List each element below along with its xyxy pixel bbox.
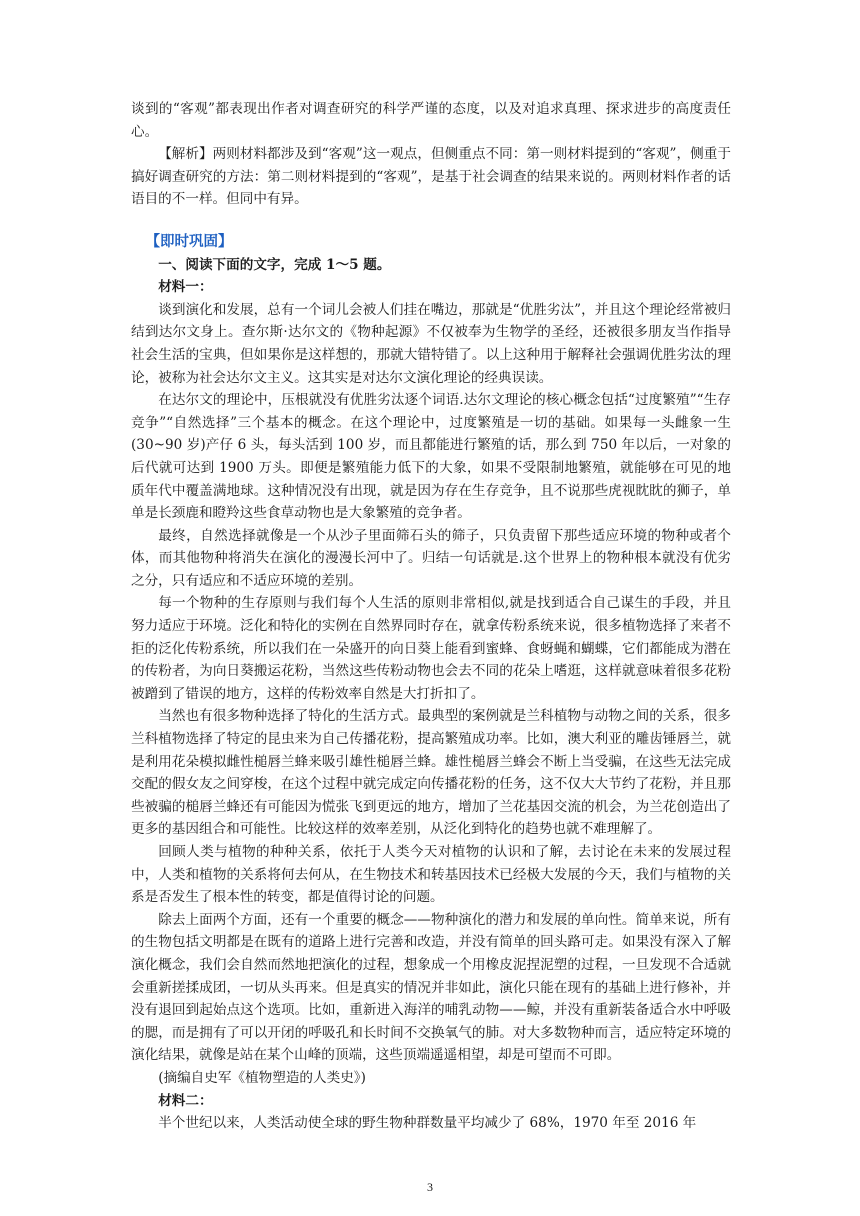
- material-one-paragraph: 当然也有很多物种选择了特化的生活方式。最典型的案例就是兰科植物与动物之间的关系，很多兰科植物选择了特定的昆虫来为自己传播花粉，提高繁殖成功率。比如，澳大利亚的雕齿锤唇兰，就是利用花朵模拟雌性槌唇兰蜂来吸引雄性槌唇兰蜂。雄性槌唇兰蜂会不断上当受骗，在这些无法完成交配的假女友之间穿梭，在这个过程中就完成定向传播花粉的任务，这不仅大大节约了花粉，并且那些被骗的槌唇兰蜂还有可能因为慌张飞到更远的地方，增加了兰花基因交流的机会，为兰花创造出了更多的基因组合和可能性。比较这样的效率差别，从泛化到特化的趋势也就不难理解了。: [131, 708, 731, 838]
- material-one-paragraph: 回顾人类与植物的种种关系，依托于人类今天对植物的认识和了解，去讨论在未来的发展过程中，人类和植物的关系将何去何从，在生物技术和转基因技术已经极大发展的今天，我们与植物的关系是否发生了根本性的转变，都是值得讨论的问题。: [131, 844, 731, 906]
- intro-continuation: 谈到的“客观”都表现出作者对调查研究的科学严谨的态度，以及对追求真理、探求进步的高度责任心。: [131, 101, 731, 140]
- analysis-paragraph: 【解析】两则材料都涉及到“客观”这一观点，但侧重点不同：第一则材料提到的“客观”，侧重于搞好调查研究的方法：第二则材料提到的“客观”，是基于社会调查的结果来说的。两则材料作者的话语目的不一样。但同中有异。: [131, 146, 731, 208]
- question-instruction: 一、阅读下面的文字，完成 1～5 题。: [158, 256, 391, 273]
- source-citation: (摘编自史军《植物塑造的人类史》): [158, 1069, 366, 1086]
- material-one-paragraph: 最终，自然选择就像是一个从沙子里面筛石头的筛子，只负责留下那些适应环境的物种或者个体，而其他物种将消失在演化的漫漫长河中了。归结一句话就是.这个世界上的物种根本就没有优劣之分，只有适应和不适应环境的差别。: [131, 527, 731, 589]
- page-number: 3: [427, 1180, 433, 1194]
- material-two-label: 材料二：: [158, 1092, 213, 1109]
- material-one-label: 材料一：: [158, 279, 213, 296]
- material-one-paragraph: 谈到演化和发展，总有一个词儿会被人们挂在嘴边，那就是“优胜劣汰”，并且这个理论经常被归结到达尔文身上。查尔斯·达尔文的《物种起源》不仅被奉为生物学的圣经，还被很多朋友当作指导社会生活的宝典，但如果你是这样想的，那就大错特错了。以上这种用于解释社会强调优胜劣汰的理论，被称为社会达尔文主义。这其实是对达尔文演化理论的经典误读。: [131, 301, 731, 386]
- material-one-paragraph: 每一个物种的生存原则与我们每个人生活的原则非常相似,就是找到适合自己谋生的手段，并且努力适应于环境。泛化和特化的实例在自然界同时存在，就拿传粉系统来说，很多植物选择了来者不拒的泛化传粉系统，所以我们在一朵盛开的向日葵上能看到蜜蜂、食蚜蝇和蝴蝶，它们都能成为潜在的传粉者，为向日葵搬运花粉，当然这些传粉动物也会去不同的花朵上嗜逛，这样就意味着很多花粉被蹭到了错误的地方，这样的传粉效率自然是大打折扣了。: [131, 595, 731, 702]
- material-two-paragraph: 半个世纪以来，人类活动使全球的野生物种群数量平均减少了 68%，1970 年至 2016 年: [158, 1115, 697, 1132]
- page-content: [131, 98, 731, 1135]
- section-heading: 【即时巩固】: [145, 233, 233, 250]
- material-one-paragraph: 在达尔文的理论中，压根就没有优胜劣汰逐个词语.达尔文理论的核心概念包括“过度繁殖”“生存竞争”“自然选择”三个基本的概念。在这个理论中，过度繁殖是一切的基础。如果每一头雌象一生(30~90 岁)产仔 6 头，每头活到 100 岁，而且都能进行繁殖的话，那么到 750 年以后，一对象的后代就可达到 1900 万头。即便是繁殖能力低下的大象，如果不受限制地繁殖，就能够在可见的地质年代中覆盖满地球。这种情况没有出现，就是因为存在生存竞争，且不说那些虎视眈眈的狮子，单单是长颈鹿和瞪羚这些食草动物也是大象繁殖的竞争者。: [131, 392, 731, 522]
- material-one-paragraph: 除去上面两个方面，还有一个重要的概念——物种演化的潜力和发展的单向性。简单来说，所有的生物包括文明都是在既有的道路上进行完善和改造，并没有简单的回头路可走。如果没有深入了解演化概念，我们会自然而然地把演化的过程，想象成一个用橡皮泥捏泥塑的过程，一旦发现不合适就会重新搓揉成团，一切从头再来。但是真实的情况并非如此，演化只能在现有的基础上进行修补，并没有退回到起始点这个选项。比如，重新进入海洋的哺乳动物——鲸，并没有重新装备适合水中呼吸的腮，而是拥有了可以开闭的呼吸孔和长时间不交换氧气的肺。对大多数物种而言，适应特定环境的演化结果，就像是站在某个山峰的顶端，这些顶端遥遥相望，却是可望而不可即。: [131, 911, 731, 1064]
